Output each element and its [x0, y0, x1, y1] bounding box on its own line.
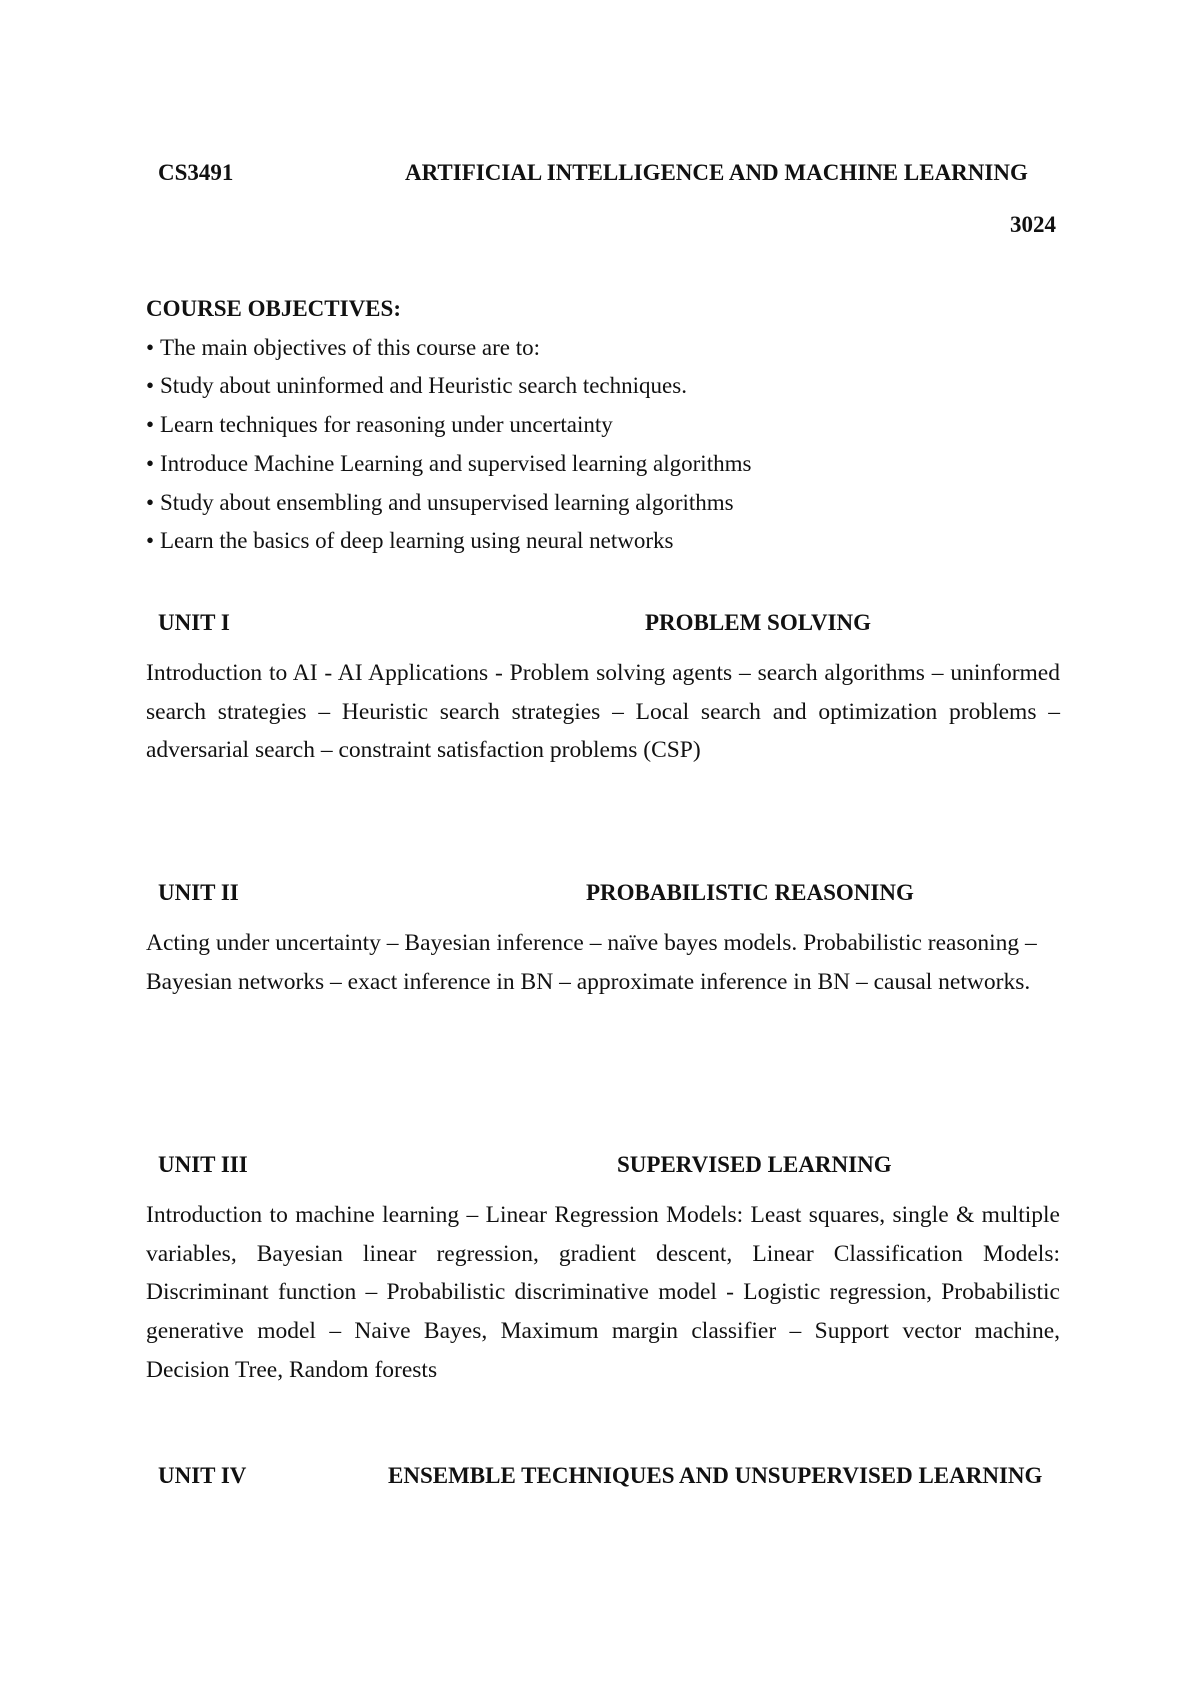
unit-1-heading [158, 610, 1170, 640]
course-code: CS3491 [158, 160, 234, 185]
unit-title: PROBABILISTIC REASONING [586, 880, 914, 905]
bullet-icon: • [146, 450, 155, 476]
objectives-heading: COURSE OBJECTIVES: [146, 296, 401, 321]
unit-2-content: Acting under uncertainty – Bayesian inference – naïve bayes models. Probabilistic reasoning – Bayesian networks – exact inference in BN – approximate inference in BN – causal networks. [146, 930, 1037, 995]
objective-item: • Learn techniques for reasoning under uncertainty [146, 406, 751, 445]
unit-title: ENSEMBLE TECHNIQUES AND UNSUPERVISED LEARNING [388, 1463, 1043, 1488]
unit-number: UNIT I [158, 610, 230, 635]
unit-1-content: Introduction to AI - AI Applications - Problem solving agents – search algorithms – uninformed search strategies – Heuristic search strategies – Local search and optimization problems – adversarial search – constraint satisfaction problems (CSP) [146, 660, 1060, 764]
objective-item: • The main objectives of this course are to: [146, 329, 751, 368]
unit-3-content: Introduction to machine learning – Linear Regression Models: Least squares, single & multiple variables, Bayesian linear regression, gradient descent, Linear Classification Models: Discriminant function – Probabilistic discriminative model - Logistic regression, Probabilistic generative model – Naive Bayes, Maximum margin classifier – Support vector machine, Decision Tree, Random forests [146, 1202, 1060, 1383]
unit-title: PROBLEM SOLVING [645, 610, 872, 635]
bullet-icon: • [146, 412, 155, 438]
course-objectives [146, 290, 751, 561]
objectives-list [146, 329, 751, 561]
unit-4-heading [158, 1463, 1170, 1493]
unit-number: UNIT III [158, 1152, 248, 1177]
unit-2-heading [158, 880, 1170, 910]
unit-number: UNIT IV [158, 1463, 247, 1488]
bullet-icon: • [146, 334, 155, 360]
bullet-icon: • [146, 489, 155, 515]
course-ltpc: 3024 [1010, 212, 1056, 237]
objective-item: • Study about uninformed and Heuristic search techniques. [146, 367, 751, 406]
unit-3-heading [158, 1152, 1170, 1182]
objective-item: • Learn the basics of deep learning using neural networks [146, 522, 751, 561]
unit-title: SUPERVISED LEARNING [617, 1152, 892, 1177]
bullet-icon: • [146, 373, 155, 399]
bullet-icon: • [146, 528, 155, 554]
unit-number: UNIT II [158, 880, 239, 905]
objective-item: • Study about ensembling and unsupervised learning algorithms [146, 484, 751, 523]
course-title: ARTIFICIAL INTELLIGENCE AND MACHINE LEARNING [405, 160, 1028, 185]
objective-item: • Introduce Machine Learning and supervised learning algorithms [146, 445, 751, 484]
